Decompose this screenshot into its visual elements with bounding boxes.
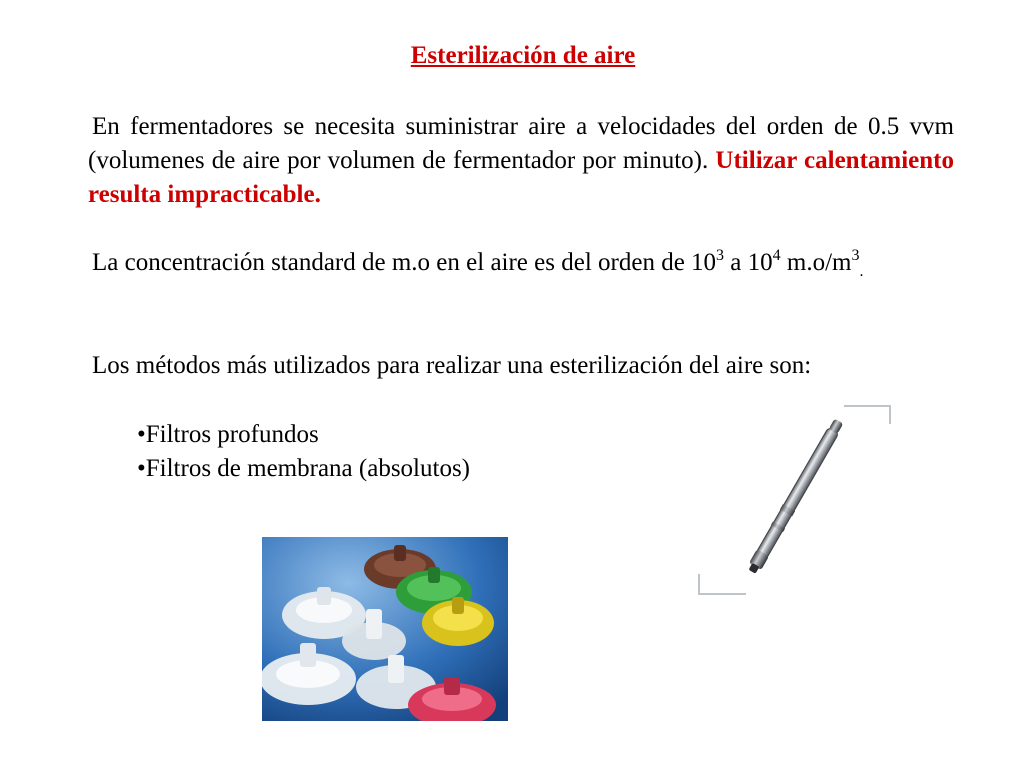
concentration-period: . <box>859 263 864 280</box>
syringe-filters-photo <box>262 537 508 721</box>
concentration-unit: m.o/m <box>780 249 852 276</box>
methods-list <box>137 418 470 486</box>
unit-exponent: 3 <box>851 247 860 264</box>
concentration-middle: a 10 <box>724 249 773 276</box>
paragraph-concentration <box>88 246 954 280</box>
exponent-3: 3 <box>716 247 725 264</box>
paragraph-airflow <box>88 110 954 212</box>
exponent-4: 4 <box>772 247 781 264</box>
filter-cartridge-image <box>696 402 892 596</box>
slide-title: Esterilización de aire <box>410 42 636 69</box>
concentration-text: La concentración standard de m.o en el aire es del orden de 10 <box>92 249 717 276</box>
list-item: •Filtros de membrana (absolutos) <box>137 455 470 482</box>
list-item: •Filtros profundos <box>137 421 319 448</box>
airflow-text: En fermentadores se necesita suministrar aire a velocidades del orden de 0.5 vvm (volumenes de aire por volumen de fermentador por minuto). <box>88 113 954 174</box>
paragraph-methods: Los métodos más utilizados para realizar una esterilización del aire son: <box>92 352 812 379</box>
impractical-heating-note: Utilizar calentamiento resulta impracticable. <box>88 147 954 208</box>
